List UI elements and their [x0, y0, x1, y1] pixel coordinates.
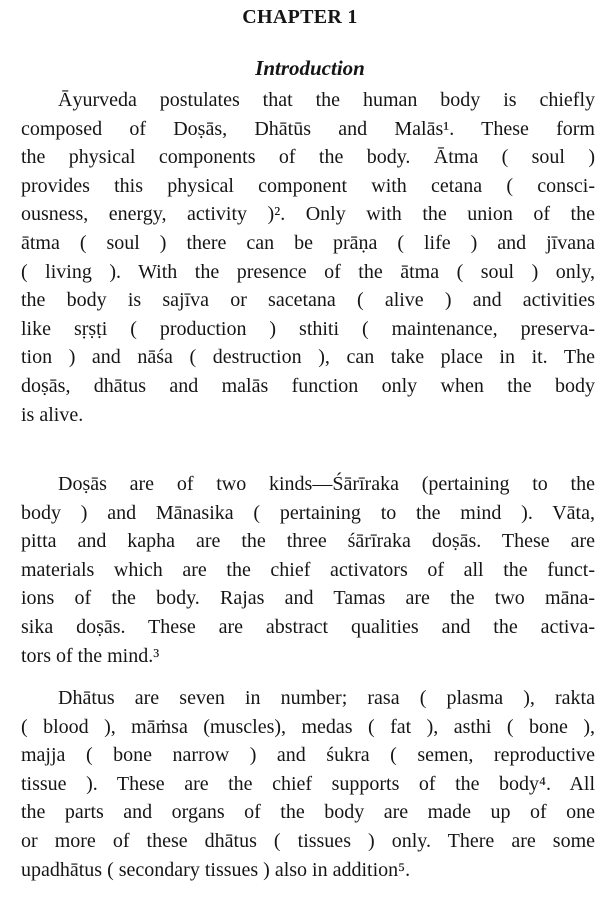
text-line: the body is sajīva or sacetana ( alive ) and activities: [21, 289, 595, 312]
paragraph-1: [21, 86, 595, 429]
text-line: Doṣās are of two kinds—Śārīraka (pertaining to the: [58, 473, 595, 495]
text-line: the physical components of the body. Ātma ( soul ): [21, 146, 595, 169]
text-line: like sṛṣṭi ( production ) sthiti ( maintenance, preserva-: [21, 317, 595, 340]
text-line: ions of the body. Rajas and Tamas are the two māna-: [21, 587, 595, 610]
text-line: or more of these dhātus ( tissues ) only. There are some: [21, 829, 595, 852]
text-line: doṣās, dhātus and malās function only when the body: [21, 374, 595, 397]
text-line: tors of the mind.³: [21, 644, 160, 667]
text-line: tissue ). These are the chief supports of the body⁴. All: [21, 772, 595, 795]
text-line: tion ) and nāśa ( destruction ), can take place in it. The: [21, 346, 595, 369]
text-line: majja ( bone narrow ) and śukra ( semen, reproductive: [21, 744, 595, 767]
text-line: Āyurveda postulates that the human body is chiefly: [58, 89, 595, 111]
paragraph-2: [21, 470, 595, 670]
text-line: composed of Doṣās, Dhātūs and Malās¹. These form: [21, 117, 595, 140]
text-line: Dhātus are seven in number; rasa ( plasma ), rakta: [58, 687, 595, 709]
chapter-heading: CHAPTER 1: [242, 6, 358, 28]
text-line: is alive.: [21, 403, 84, 426]
text-line: ( living ). With the presence of the ātma ( soul ) only,: [21, 260, 595, 283]
text-line: ( blood ), māṁsa (muscles), medas ( fat ), asthi ( bone ),: [21, 715, 595, 738]
text-line: materials which are the chief activators of all the funct-: [21, 558, 595, 581]
text-line: body ) and Mānasika ( pertaining to the mind ). Vāta,: [21, 501, 595, 524]
section-title: Introduction: [255, 56, 365, 80]
paragraph-3: [21, 684, 595, 884]
text-line: ousness, energy, activity )². Only with the union of the: [21, 203, 595, 226]
text-line: sika doṣās. These are abstract qualities and the activa-: [21, 615, 595, 638]
text-line: upadhātus ( secondary tissues ) also in addition⁵.: [21, 858, 411, 881]
text-line: the parts and organs of the body are made up of one: [21, 801, 595, 824]
text-line: ātma ( soul ) there can be prāṇa ( life ) and jīvana: [21, 231, 595, 254]
text-line: pitta and kapha are the three śārīraka doṣās. These are: [21, 530, 595, 553]
text-line: provides this physical component with cetana ( consci-: [21, 174, 595, 197]
